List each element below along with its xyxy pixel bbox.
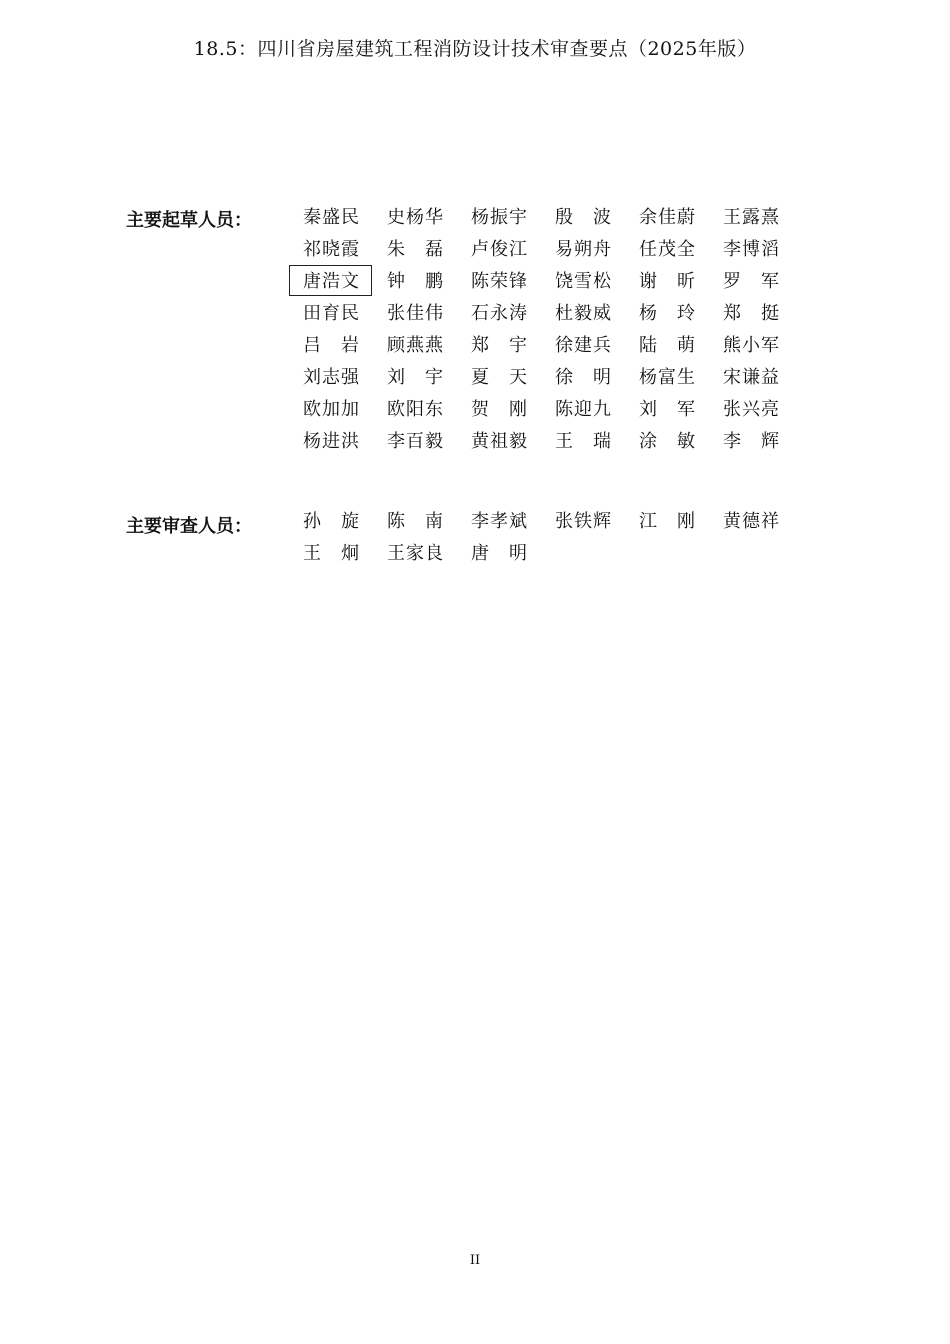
drafter-name: 饶雪松	[555, 271, 611, 292]
drafter-name: 王露熹	[723, 207, 779, 228]
drafter-name: 石永涛	[471, 303, 527, 324]
drafter-name: 陈迎九	[555, 399, 611, 420]
drafter-name: 史杨华	[387, 207, 443, 228]
drafter-name: 王 瑞	[555, 431, 611, 452]
drafter-name: 朱 磊	[387, 239, 443, 260]
drafter-name: 涂 敏	[639, 431, 695, 452]
drafter-name: 夏 天	[471, 367, 527, 388]
drafter-name: 黄祖毅	[471, 431, 527, 452]
drafter-name: 杜毅威	[555, 303, 611, 324]
drafter-name: 徐建兵	[555, 335, 611, 356]
drafter-name: 顾燕燕	[387, 335, 443, 356]
reviewer-name: 王家良	[387, 543, 443, 564]
page-header-title: 18.5：四川省房屋建筑工程消防设计技术审查要点（2025年版）	[193, 38, 757, 60]
drafter-name: 欧加加	[303, 399, 359, 420]
drafter-name: 杨富生	[639, 367, 695, 388]
reviewer-name: 王 炯	[303, 543, 359, 564]
drafter-name: 陈荣锋	[471, 271, 527, 292]
drafter-name: 刘志强	[303, 367, 359, 388]
drafter-name: 宋谦益	[723, 367, 779, 388]
review-section-label: 主要审查人员：	[126, 516, 252, 537]
drafter-name: 欧阳东	[387, 399, 443, 420]
reviewer-name: 黄德祥	[723, 511, 779, 532]
drafting-section-label: 主要起草人员：	[126, 210, 252, 231]
drafter-name: 殷 波	[555, 207, 611, 228]
review-name-grid	[292, 506, 796, 570]
drafter-name: 李百毅	[387, 431, 443, 452]
drafter-name: 陆 萌	[639, 335, 695, 356]
drafter-name: 张佳伟	[387, 303, 443, 324]
drafter-name: 卢俊江	[471, 239, 527, 260]
drafting-name-grid	[292, 202, 796, 458]
drafter-name: 熊小军	[723, 335, 779, 356]
drafter-name: 郑 宇	[471, 335, 527, 356]
drafter-name: 余佳蔚	[639, 207, 695, 228]
drafter-name: 刘 军	[639, 399, 695, 420]
drafter-name: 田育民	[303, 303, 359, 324]
drafter-name-selected[interactable]: 唐浩文	[292, 266, 376, 298]
drafter-name: 任茂全	[639, 239, 695, 260]
reviewer-name: 陈 南	[387, 511, 443, 532]
drafter-name: 李博滔	[723, 239, 779, 260]
page-number: II	[469, 1253, 481, 1268]
drafter-name: 贺 刚	[471, 399, 527, 420]
drafter-name: 秦盛民	[303, 207, 359, 228]
drafter-name: 郑 挺	[723, 303, 779, 324]
drafter-name: 祁晓霞	[303, 239, 359, 260]
drafter-name: 罗 军	[723, 271, 779, 292]
drafter-name: 谢 昕	[639, 271, 695, 292]
drafter-name: 徐 明	[555, 367, 611, 388]
drafter-name: 吕 岩	[303, 335, 359, 356]
drafter-name: 刘 宇	[387, 367, 443, 388]
drafter-name: 李 辉	[723, 431, 779, 452]
reviewer-name: 张铁辉	[555, 511, 611, 532]
reviewer-name: 江 刚	[639, 511, 695, 532]
drafter-name: 张兴亮	[723, 399, 779, 420]
reviewer-name: 李孝斌	[471, 511, 527, 532]
reviewer-name: 唐 明	[471, 543, 527, 564]
drafter-name: 杨振宇	[471, 207, 527, 228]
drafter-name: 杨 玲	[639, 303, 695, 324]
reviewer-name: 孙 旋	[303, 511, 359, 532]
drafter-name: 杨进洪	[303, 431, 359, 452]
drafter-name: 钟 鹏	[387, 271, 443, 292]
drafter-name: 易朔舟	[555, 239, 611, 260]
